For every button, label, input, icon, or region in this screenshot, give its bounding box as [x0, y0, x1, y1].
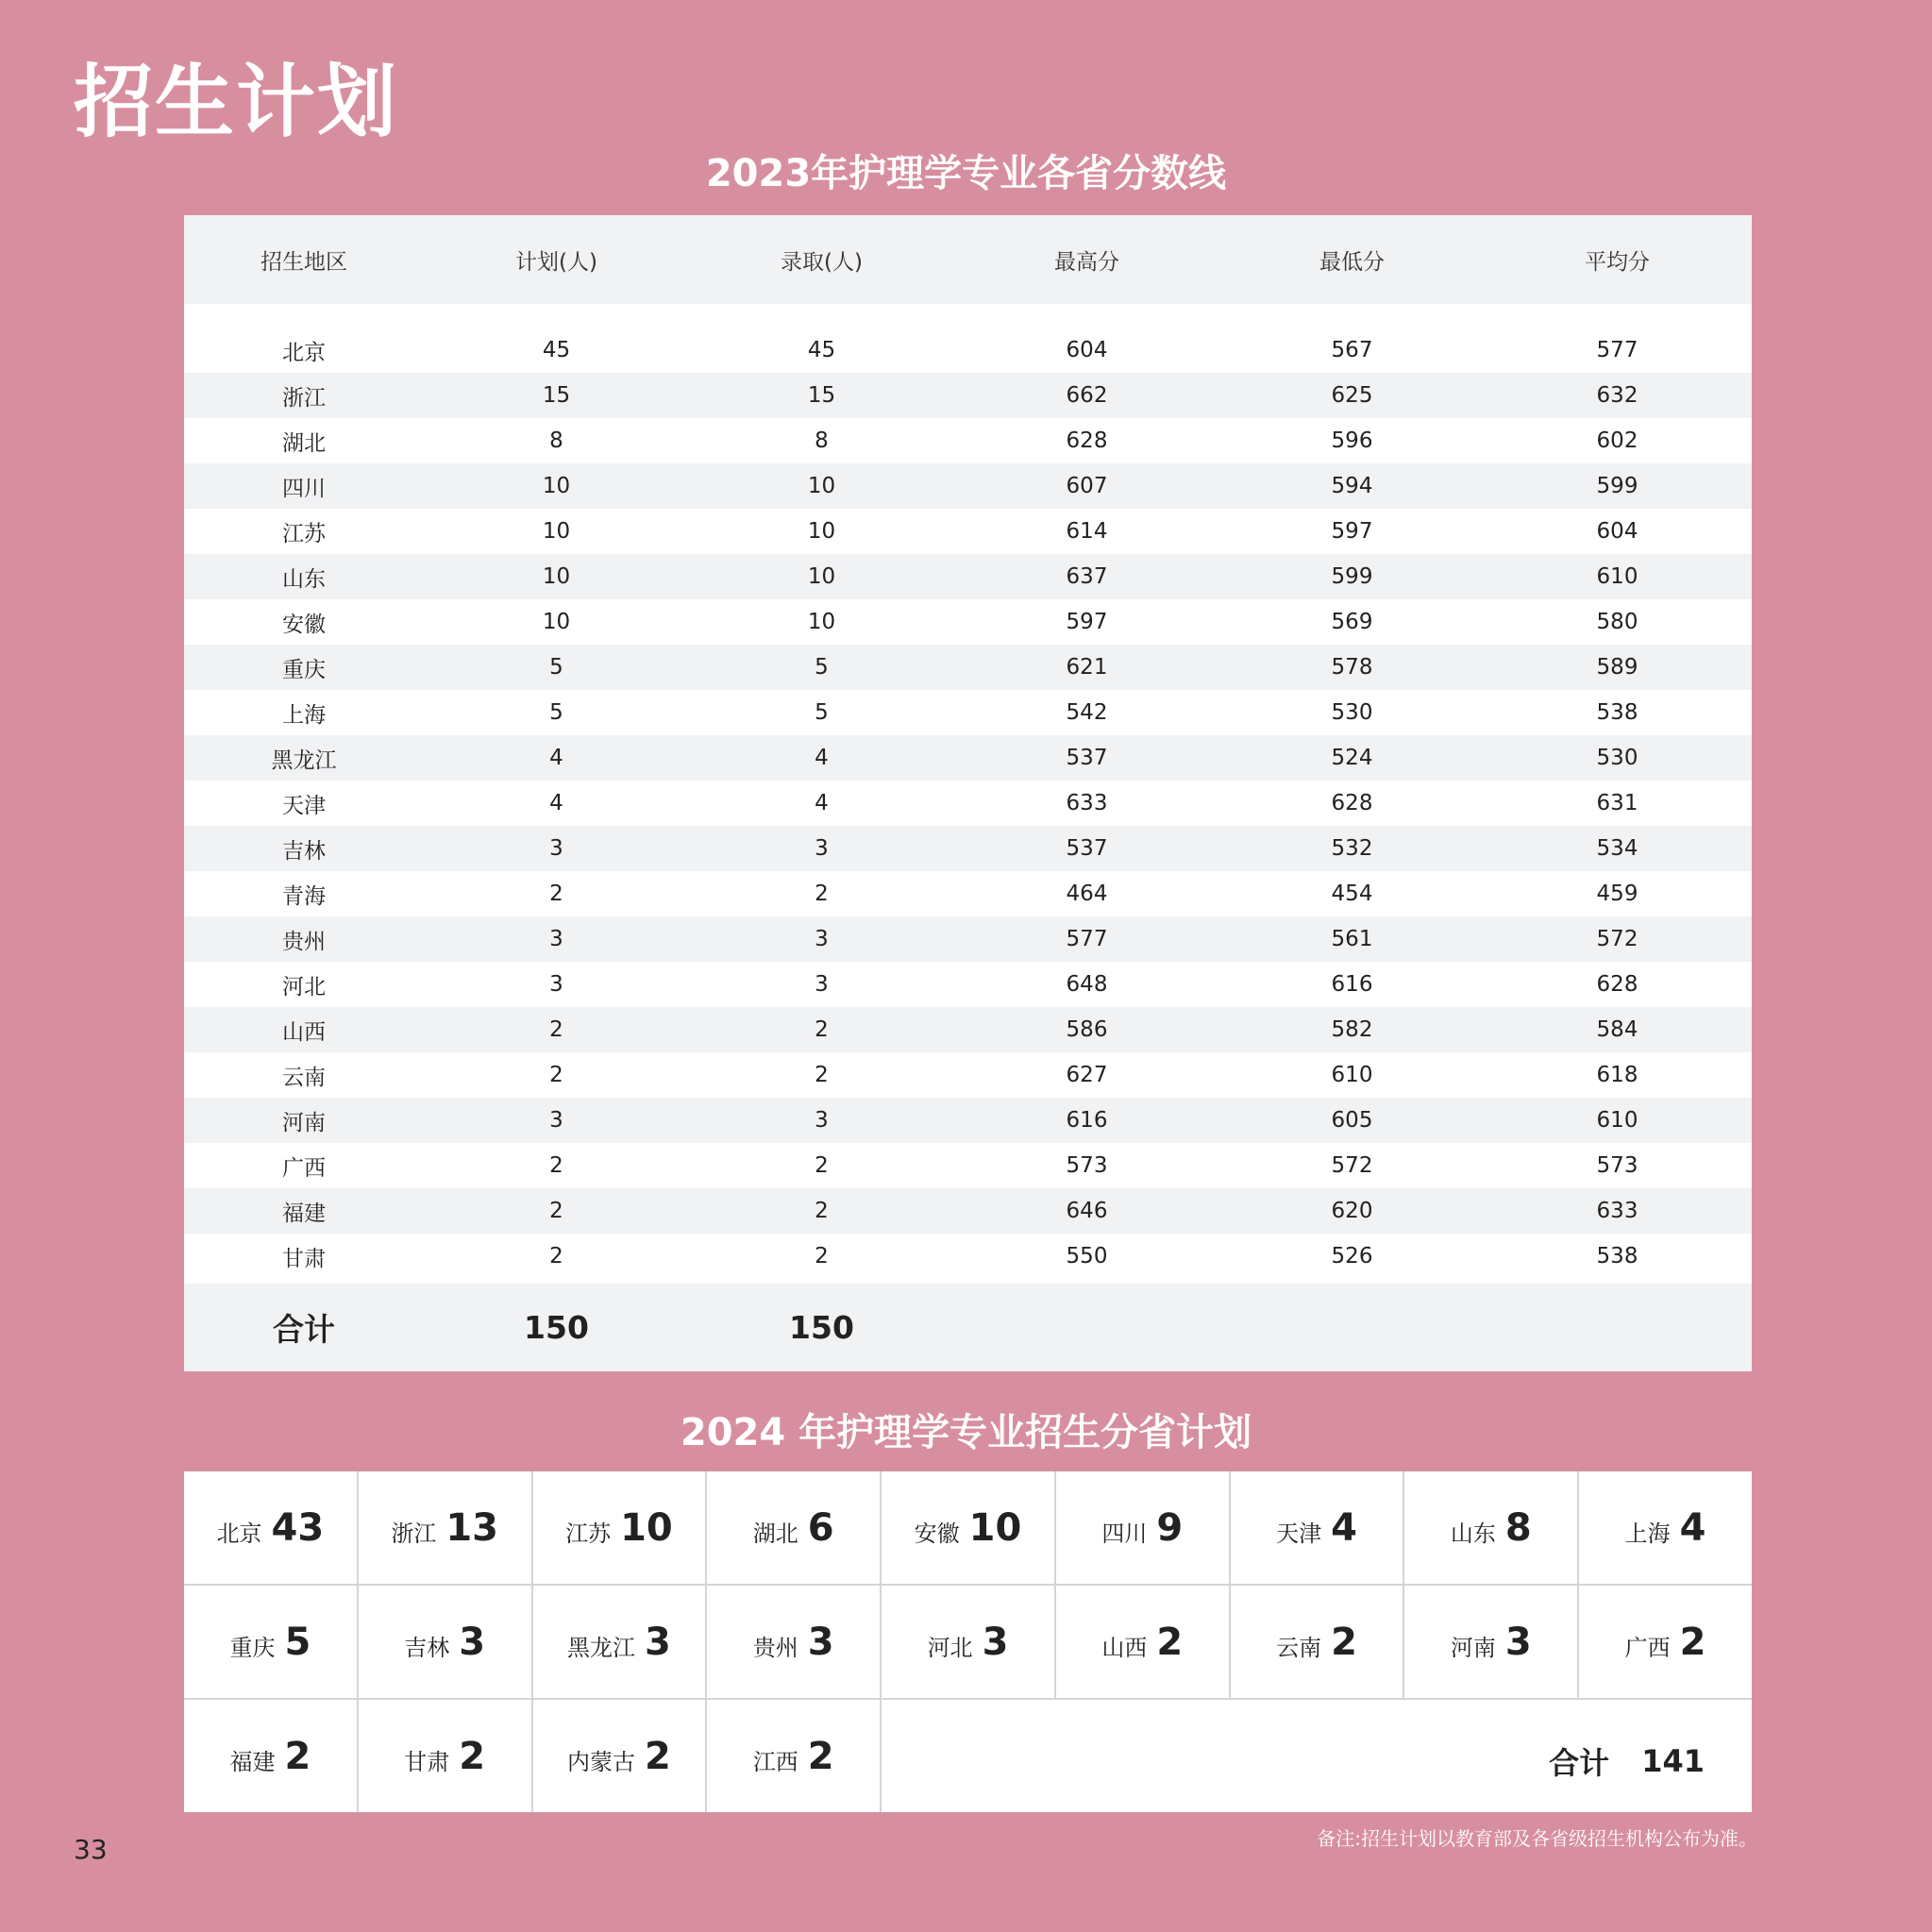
value-cell: 530: [1596, 746, 1638, 770]
footnote: 备注:招生计划以教育部及各省级招生机构公布为准。: [1317, 1827, 1757, 1850]
value-cell: 5: [815, 655, 829, 680]
province-cell: 河南: [282, 1110, 326, 1135]
plan-province: 内蒙古: [567, 1749, 636, 1775]
value-cell: 10: [542, 519, 571, 544]
total-plan: 150: [524, 1309, 589, 1346]
value-cell: 569: [1331, 610, 1373, 634]
value-cell: 4: [815, 791, 829, 815]
value-cell: 610: [1331, 1063, 1373, 1087]
value-cell: 538: [1596, 1244, 1638, 1268]
value-cell: 8: [815, 428, 829, 453]
plan-province: 山西: [1101, 1635, 1148, 1661]
value-cell: 542: [1066, 700, 1108, 725]
plan-count: 4: [1679, 1505, 1706, 1550]
value-cell: 597: [1331, 519, 1373, 544]
value-cell: 577: [1596, 338, 1638, 362]
plan-province: 上海: [1624, 1520, 1671, 1547]
plan-cell: [1579, 1471, 1752, 1584]
table-row: [184, 554, 1752, 599]
value-cell: 537: [1066, 746, 1108, 770]
value-cell: 537: [1066, 836, 1108, 861]
value-cell: 604: [1596, 519, 1638, 544]
value-cell: 5: [549, 655, 563, 680]
value-cell: 596: [1331, 428, 1373, 453]
province-cell: 福建: [282, 1201, 326, 1226]
value-cell: 8: [549, 428, 563, 453]
value-cell: 602: [1596, 428, 1638, 453]
province-cell: 黑龙江: [271, 748, 337, 773]
province-cell: 山东: [282, 566, 326, 592]
value-cell: 633: [1596, 1199, 1638, 1223]
value-cell: 607: [1066, 474, 1108, 498]
plan-count: 9: [1156, 1505, 1184, 1550]
value-cell: 10: [542, 474, 571, 498]
table-row: [184, 1098, 1752, 1143]
value-cell: 614: [1066, 519, 1108, 544]
plan-cell: [1231, 1471, 1403, 1584]
table-row: [184, 826, 1752, 871]
value-cell: 573: [1066, 1153, 1108, 1178]
table-row: [184, 509, 1752, 554]
plan-total-cell: [882, 1700, 1752, 1812]
value-cell: 3: [549, 1108, 563, 1133]
plan-count: 6: [807, 1505, 834, 1550]
value-cell: 582: [1331, 1017, 1373, 1042]
table-row: [184, 871, 1752, 916]
value-cell: 10: [807, 610, 836, 634]
plan-count: 10: [968, 1505, 1022, 1550]
value-cell: 532: [1331, 836, 1373, 861]
table-row: [184, 373, 1752, 418]
value-cell: 5: [549, 700, 563, 725]
value-cell: 616: [1066, 1108, 1108, 1133]
plan-cell: [533, 1471, 706, 1584]
value-cell: 584: [1596, 1017, 1638, 1042]
plan-total-label: 合计: [1549, 1744, 1610, 1781]
plan-province: 重庆: [229, 1635, 276, 1661]
value-cell: 573: [1596, 1153, 1638, 1178]
table-row: [184, 1234, 1752, 1279]
value-cell: 567: [1331, 338, 1373, 362]
value-cell: 577: [1066, 927, 1108, 951]
value-cell: 625: [1331, 383, 1373, 408]
plan-count: 8: [1504, 1505, 1532, 1550]
value-cell: 2: [549, 1199, 563, 1223]
plan-cell: [882, 1471, 1054, 1584]
plan-province: 江苏: [565, 1520, 612, 1547]
province-cell: 云南: [282, 1065, 326, 1090]
province-cell: 河北: [282, 974, 326, 1000]
value-cell: 464: [1066, 882, 1108, 906]
table-row: [184, 328, 1752, 373]
province-cell: 青海: [282, 883, 326, 909]
value-cell: 3: [815, 927, 829, 951]
province-cell: 浙江: [282, 385, 326, 411]
value-cell: 530: [1331, 700, 1373, 725]
plan-province: 福建: [229, 1749, 276, 1775]
province-cell: 安徽: [282, 612, 326, 637]
table-row: [184, 1007, 1752, 1052]
plan-count: 5: [284, 1620, 311, 1664]
province-cell: 天津: [282, 793, 326, 818]
value-cell: 616: [1331, 972, 1373, 997]
plan-count: 43: [271, 1505, 325, 1550]
value-cell: 633: [1066, 791, 1108, 815]
value-cell: 45: [542, 338, 571, 362]
table-row: [184, 645, 1752, 690]
value-cell: 610: [1596, 1108, 1638, 1133]
plan-province: 云南: [1276, 1635, 1322, 1661]
table-row: [184, 1143, 1752, 1188]
value-cell: 45: [807, 338, 836, 362]
score-table: [184, 215, 1752, 1371]
plan-count: 2: [1679, 1620, 1706, 1664]
score-table-body: [184, 328, 1752, 1279]
value-cell: 2: [549, 1153, 563, 1178]
plan-province: 黑龙江: [567, 1635, 636, 1661]
plan-count: 3: [645, 1620, 671, 1664]
value-cell: 5: [815, 700, 829, 725]
value-cell: 15: [542, 383, 571, 408]
plan-cell: [707, 1586, 880, 1698]
page-number: 33: [74, 1834, 108, 1865]
plan-cell: [1404, 1586, 1577, 1698]
value-cell: 3: [549, 972, 563, 997]
table-row: [184, 599, 1752, 645]
plan-province: 贵州: [752, 1635, 798, 1661]
value-cell: 578: [1331, 655, 1373, 680]
value-cell: 628: [1596, 972, 1638, 997]
value-cell: 599: [1331, 564, 1373, 589]
table-row: [184, 735, 1752, 781]
value-cell: 4: [549, 746, 563, 770]
plan-cell: [1056, 1586, 1229, 1698]
total-label: 合计: [273, 1311, 335, 1348]
table-row: [184, 916, 1752, 962]
value-cell: 10: [807, 474, 836, 498]
value-cell: 610: [1596, 564, 1638, 589]
value-cell: 3: [549, 836, 563, 861]
value-cell: 2: [815, 1153, 829, 1178]
plan-province: 浙江: [391, 1520, 437, 1547]
value-cell: 3: [815, 972, 829, 997]
value-cell: 594: [1331, 474, 1373, 498]
header-cell: 平均分: [1585, 249, 1650, 275]
header-cell: 最高分: [1054, 249, 1119, 275]
value-cell: 628: [1331, 791, 1373, 815]
plan-cell: [184, 1700, 357, 1812]
plan-cell: [359, 1700, 531, 1812]
value-cell: 2: [549, 1017, 563, 1042]
value-cell: 648: [1066, 972, 1108, 997]
header-cell: 录取(人): [781, 249, 863, 275]
plan-count: 3: [982, 1620, 1009, 1664]
value-cell: 3: [815, 1108, 829, 1133]
value-cell: 599: [1596, 474, 1638, 498]
header-cell: 招生地区: [260, 249, 347, 275]
value-cell: 2: [815, 882, 829, 906]
value-cell: 2: [549, 1063, 563, 1087]
value-cell: 550: [1066, 1244, 1108, 1268]
plan-count: 2: [459, 1734, 486, 1778]
value-cell: 604: [1066, 338, 1108, 362]
value-cell: 637: [1066, 564, 1108, 589]
plan-cell: [1231, 1586, 1403, 1698]
plan-cell: [359, 1586, 531, 1698]
plan-count: 3: [1504, 1620, 1532, 1664]
header-cell: 最低分: [1319, 249, 1385, 275]
value-cell: 2: [549, 1244, 563, 1268]
table-row: [184, 781, 1752, 826]
plan-province: 湖北: [752, 1520, 798, 1547]
table-row: [184, 690, 1752, 735]
plan-count: 2: [1331, 1620, 1357, 1664]
plan-cell: [1404, 1471, 1577, 1584]
plan-count: 10: [620, 1505, 673, 1550]
table-row: [184, 418, 1752, 463]
plan-count: 3: [459, 1620, 486, 1664]
plan-province: 广西: [1624, 1635, 1671, 1661]
value-cell: 618: [1596, 1063, 1638, 1087]
value-cell: 538: [1596, 700, 1638, 725]
table-row: [184, 1052, 1752, 1098]
value-cell: 572: [1596, 927, 1638, 951]
plan-province: 吉林: [404, 1635, 450, 1661]
plan-total-value: 141: [1641, 1742, 1705, 1779]
province-cell: 山西: [282, 1019, 326, 1045]
plan-2024-title: 2024 年护理学专业招生分省计划: [680, 1411, 1252, 1454]
value-cell: 632: [1596, 383, 1638, 408]
plan-count: 2: [645, 1734, 671, 1778]
value-cell: 662: [1066, 383, 1108, 408]
value-cell: 454: [1331, 882, 1373, 906]
province-cell: 江苏: [282, 521, 326, 546]
plan-cell: [533, 1586, 706, 1698]
page-heading: 招生计划: [74, 56, 399, 148]
value-cell: 10: [542, 610, 571, 634]
plan-province: 江西: [752, 1749, 798, 1775]
province-cell: 重庆: [282, 657, 326, 682]
header-cell: 计划(人): [515, 249, 597, 275]
plan-count: 3: [807, 1620, 834, 1664]
province-cell: 贵州: [282, 929, 326, 954]
province-cell: 上海: [282, 702, 326, 728]
value-cell: 4: [549, 791, 563, 815]
value-cell: 631: [1596, 791, 1638, 815]
plan-count: 2: [807, 1734, 834, 1778]
plan-cell: [533, 1700, 706, 1812]
value-cell: 2: [815, 1017, 829, 1042]
value-cell: 10: [807, 519, 836, 544]
plan-province: 天津: [1276, 1520, 1322, 1547]
value-cell: 572: [1331, 1153, 1373, 1178]
table-row: [184, 463, 1752, 509]
plan-province: 山东: [1450, 1520, 1496, 1547]
plan-province: 四川: [1101, 1520, 1148, 1547]
plan-count: 2: [284, 1734, 311, 1778]
plan-province: 河北: [927, 1635, 973, 1661]
province-cell: 北京: [282, 340, 326, 365]
header-spacer: [184, 304, 1752, 328]
plan-province: 甘肃: [404, 1749, 450, 1775]
value-cell: 2: [815, 1244, 829, 1268]
plan-cell: [359, 1471, 531, 1584]
plan-cell: [707, 1700, 880, 1812]
plan-cell: [1056, 1471, 1229, 1584]
value-cell: 2: [815, 1063, 829, 1087]
plan-province: 河南: [1450, 1635, 1496, 1661]
province-cell: 四川: [282, 476, 326, 501]
value-cell: 3: [815, 836, 829, 861]
value-cell: 621: [1066, 655, 1108, 680]
value-cell: 627: [1066, 1063, 1108, 1087]
value-cell: 526: [1331, 1244, 1373, 1268]
province-cell: 吉林: [282, 838, 326, 864]
value-cell: 586: [1066, 1017, 1108, 1042]
value-cell: 459: [1596, 882, 1638, 906]
value-cell: 534: [1596, 836, 1638, 861]
score-table-title: 2023年护理学专业各省分数线: [705, 152, 1227, 195]
plan-cell: [1579, 1586, 1752, 1698]
value-cell: 3: [549, 927, 563, 951]
plan-cell: [707, 1471, 880, 1584]
value-cell: 15: [807, 383, 836, 408]
value-cell: 10: [807, 564, 836, 589]
value-cell: 646: [1066, 1199, 1108, 1223]
province-cell: 甘肃: [282, 1246, 326, 1271]
plan-count: 13: [445, 1505, 498, 1550]
table-row: [184, 1188, 1752, 1234]
province-cell: 湖北: [282, 430, 326, 456]
plan-province: 安徽: [914, 1520, 960, 1547]
value-cell: 589: [1596, 655, 1638, 680]
table-row: [184, 962, 1752, 1007]
value-cell: 628: [1066, 428, 1108, 453]
value-cell: 2: [815, 1199, 829, 1223]
plan-cell: [882, 1586, 1054, 1698]
score-table-total-row: [184, 1284, 1752, 1371]
value-cell: 524: [1331, 746, 1373, 770]
value-cell: 605: [1331, 1108, 1373, 1133]
value-cell: 4: [815, 746, 829, 770]
plan-count: 4: [1331, 1505, 1357, 1550]
score-table-header: [184, 215, 1752, 304]
value-cell: 620: [1331, 1199, 1373, 1223]
value-cell: 561: [1331, 927, 1373, 951]
plan-province: 北京: [216, 1520, 262, 1547]
value-cell: 597: [1066, 610, 1108, 634]
value-cell: 580: [1596, 610, 1638, 634]
value-cell: 2: [549, 882, 563, 906]
plan-cell: [184, 1471, 357, 1584]
value-cell: 10: [542, 564, 571, 589]
plan-cell: [184, 1586, 357, 1698]
total-admitted: 150: [789, 1309, 854, 1346]
plan-count: 2: [1156, 1620, 1184, 1664]
province-cell: 广西: [282, 1155, 326, 1181]
plan-2024-grid: [184, 1471, 1752, 1812]
